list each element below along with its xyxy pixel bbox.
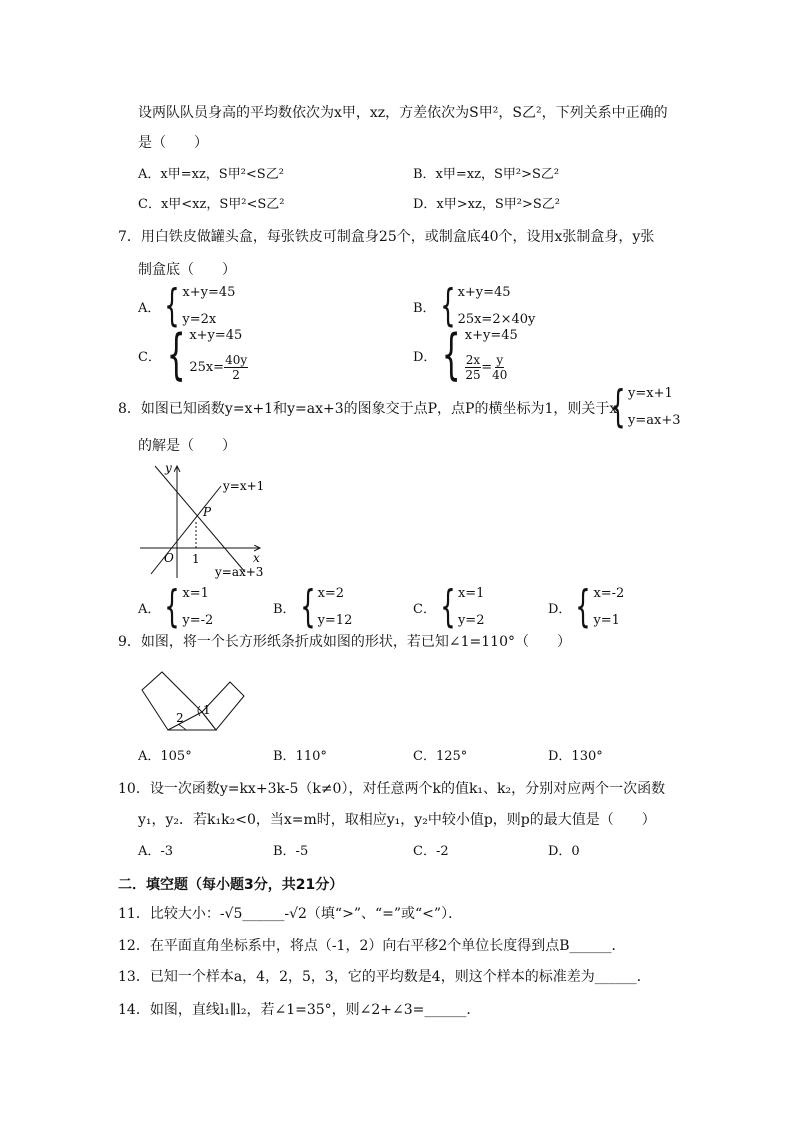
q6-option-b: B．x甲=xz，S甲²>S乙² <box>413 167 560 182</box>
numerator: y <box>496 353 504 367</box>
q6-option-d: D．x甲>xz，S甲²>S乙² <box>413 197 560 212</box>
brace-icon: { <box>164 280 181 331</box>
brace-icon: { <box>439 280 456 331</box>
denominator: 40 <box>492 368 508 382</box>
q6-option-c: C．x甲<xz，S甲²<S乙² <box>138 197 285 212</box>
q9-figure <box>138 666 248 736</box>
brace-icon: { <box>440 581 456 632</box>
equation-row: x+y=45 <box>189 328 243 343</box>
equation-row <box>189 353 248 382</box>
q8-option-d <box>548 581 625 632</box>
q6-stem-line1: 设两队队员身高的平均数依次为x甲，xz，方差依次为S甲²，S乙²，下列关系中正确的 <box>138 105 668 121</box>
q9-option-b: B．110° <box>273 749 327 764</box>
q8-option-b <box>273 581 353 632</box>
q10-option-d: D．0 <box>548 844 580 859</box>
q10-stem-line2: y₁，y₂．若k₁k₂<0，当x=m时，取相应y₁，y₂中较小值p，则p的最大值是（ ） <box>138 812 656 828</box>
brace-icon: { <box>575 581 592 632</box>
q6-stem-line2: 是（ ） <box>138 135 208 151</box>
x-axis-label: x <box>253 551 260 565</box>
q9-option-a: A．105° <box>138 749 192 764</box>
equation-row: y=2 <box>457 613 485 628</box>
angle1-label: 1 <box>203 703 211 717</box>
q10-option-a: A．-3 <box>138 844 174 859</box>
q10-option-b: B．-5 <box>273 844 309 859</box>
equation-row: x=1 <box>182 586 209 601</box>
line2-label: y=ax+3 <box>215 565 264 579</box>
q9-stem: 9．如图，将一个长方形纸条折成如图的形状，若已知∠1=110°（ ） <box>118 634 571 650</box>
brace-icon: { <box>442 323 462 386</box>
option-label: A． <box>138 300 161 316</box>
fraction <box>224 353 248 382</box>
equation-row: y=2x <box>182 312 217 327</box>
equation-row: x=1 <box>457 586 485 601</box>
q10-option-c: C．-2 <box>413 844 449 859</box>
equals-sign: = <box>481 360 493 375</box>
equation-row: y=1 <box>593 613 620 628</box>
denominator: 2 <box>232 368 240 382</box>
y-axis-label: y <box>165 461 172 475</box>
q7-stem-line2: 制盒底（ ） <box>138 262 236 278</box>
q7-stem-line1: 7．用白铁皮做罐头盒，每张铁皮可制盒身25个，或制盒底40个，设用x张制盒身，y张 <box>118 229 655 245</box>
brace-icon: { <box>299 581 316 632</box>
q7-option-a <box>138 280 236 331</box>
q9-option-c: C．125° <box>413 749 468 764</box>
q8-stem-line2: 的解是（ ） <box>138 438 236 454</box>
q8-option-c <box>413 581 485 632</box>
option-label: C． <box>138 349 161 365</box>
option-label: C． <box>413 601 436 617</box>
tick-label: 1 <box>192 552 200 566</box>
equation-left: 25x= <box>189 360 225 375</box>
line-y-x-plus-1 <box>151 486 221 574</box>
equation-row: y=ax+3 <box>628 413 681 428</box>
equation-row: y=12 <box>317 613 353 628</box>
q7-option-d <box>413 323 518 386</box>
q12: 12．在平面直角坐标系中，将点（-1，2）向右平移2个单位长度得到点B______． <box>118 938 626 954</box>
option-label: B． <box>413 300 436 316</box>
option-label: B． <box>273 601 296 617</box>
equation-row: x+y=45 <box>182 285 236 300</box>
equation-row: x=2 <box>317 586 345 601</box>
point-label: P <box>203 505 212 519</box>
q7-option-c <box>138 323 248 386</box>
q8-stem-line1: 8．如图已知函数y=x+1和y=ax+3的图象交于点P，点P的横坐标为1，则关于x <box>118 401 618 417</box>
q8-option-a <box>138 581 214 632</box>
q13: 13．已知一个样本a，4，2，5，3，它的平均数是4，则这个样本的标准差为______． <box>118 969 651 985</box>
numerator: 2x <box>465 353 481 367</box>
brace-icon: { <box>166 323 186 386</box>
equation-row: y=x+1 <box>628 386 673 401</box>
equation-row: x+y=45 <box>457 285 511 300</box>
option-label: D． <box>413 349 437 365</box>
brace-icon: { <box>164 581 181 632</box>
brace-icon: { <box>610 381 626 432</box>
q14: 14．如图，直线l₁∥l₂，若∠1=35°，则∠2+∠3=______． <box>118 1002 481 1018</box>
q7-option-b <box>413 280 536 331</box>
option-label: A． <box>138 601 161 617</box>
q8-system <box>606 381 681 432</box>
origin-label: O <box>164 551 174 565</box>
q10-stem-line1: 10．设一次函数y=kx+3k-5（k≠0），对任意两个k的值k₁、k₂，分别对应两个一次函数 <box>118 781 666 797</box>
denominator: 25 <box>465 368 481 382</box>
q6-option-a: A．x甲=xz，S甲²<S乙² <box>138 167 284 182</box>
equation-row: x+y=45 <box>464 328 518 343</box>
fraction <box>492 353 507 382</box>
equation-row: y=-2 <box>182 613 214 628</box>
equation-row <box>465 353 518 382</box>
angle2-label: 2 <box>176 711 184 725</box>
section-heading: 二．填空题（每小题3分，共21分） <box>118 877 344 893</box>
q11: 11．比较大小：-√5______-√2（填“>”、“=”或“<”）． <box>118 906 463 922</box>
option-label: D． <box>548 601 572 617</box>
line1-label: y=x+1 <box>223 479 265 493</box>
fold-line <box>168 712 202 730</box>
q9-option-d: D．130° <box>548 749 603 764</box>
q8-graph <box>135 460 275 585</box>
equation-row: x=-2 <box>593 586 625 601</box>
fraction <box>465 353 481 382</box>
numerator: 40y <box>225 353 248 367</box>
equation-row: 25x=2×40y <box>457 312 536 327</box>
